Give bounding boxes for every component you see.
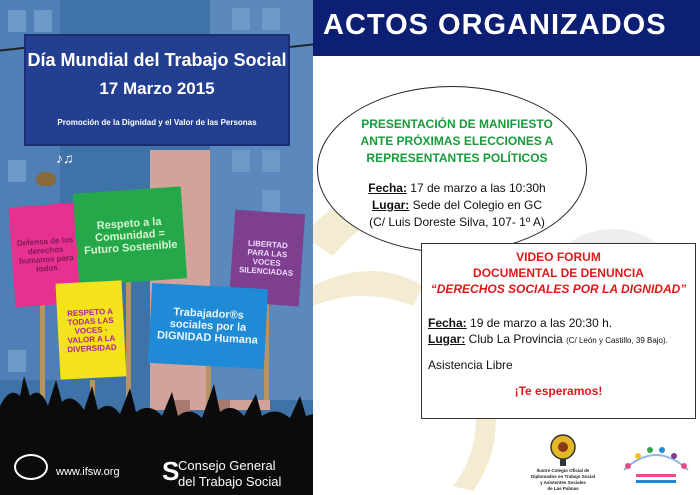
colegio-name-line3: y Asistentes Sociales bbox=[540, 480, 586, 485]
fecha-label: Fecha: bbox=[368, 181, 407, 195]
sign-text: LIBERTAD PARA LAS VOCES SILENCIADAS bbox=[238, 238, 294, 278]
crowd-silhouette bbox=[0, 366, 313, 446]
ifsw-url: www.ifsw.org bbox=[56, 466, 120, 478]
campaign-poster bbox=[0, 0, 313, 495]
event1-fecha bbox=[338, 181, 576, 195]
event2-esperamos: ¡Te esperamos! bbox=[514, 384, 603, 398]
page-title: ACTOS ORGANIZADOS bbox=[323, 9, 667, 41]
bird-icon bbox=[36, 172, 56, 186]
event1-address: (C/ Luis Doreste Silva, 107- 1º A) bbox=[369, 215, 545, 229]
colegio-name-line4: de Las Palmas bbox=[547, 486, 579, 491]
event2-heading-line1: VIDEO FORUM bbox=[516, 250, 601, 264]
event2-heading-line2: DOCUMENTAL DE DENUNCIA bbox=[473, 266, 644, 280]
protest-sign-dignidad bbox=[148, 283, 268, 369]
lugar-address: (C/ León y Castillo, 39 Bajo). bbox=[566, 336, 668, 345]
protest-sign-comunidad bbox=[73, 186, 187, 285]
header-bar bbox=[313, 0, 700, 56]
sign-text: RESPETO A TODAS LAS VOCES - VALOR A LA DIVERSIDAD bbox=[66, 306, 117, 354]
fecha-label: Fecha: bbox=[428, 316, 467, 330]
lugar-label: Lugar: bbox=[371, 198, 410, 212]
protest-sign-voces bbox=[56, 280, 127, 379]
banner-date: 17 Marzo 2015 bbox=[99, 79, 215, 98]
people-circle-logo-icon bbox=[618, 440, 694, 490]
event2-heading-line3: “DERECHOS SOCIALES POR LA DIGNIDAD” bbox=[430, 282, 687, 296]
lugar-value: Club La Provincia bbox=[465, 332, 567, 346]
colegio-logo bbox=[527, 433, 599, 493]
colegio-name-line1: Ilustre Colegio Oficial de bbox=[536, 468, 590, 473]
event1-heading-line3: REPRESENTANTES POLÍTICOS bbox=[366, 151, 548, 165]
event1-heading-line1: PRESENTACIÓN DE MANIFIESTO bbox=[361, 117, 553, 131]
sign-text: Defensa de los derechos humanos para todos bbox=[16, 235, 74, 274]
cgts-name-line1: Consejo General bbox=[178, 458, 276, 473]
event1-heading-line2: ANTE PRÓXIMAS ELECCIONES A bbox=[360, 134, 554, 148]
event-banner bbox=[24, 34, 290, 146]
music-notes-icon: ♪♫ bbox=[56, 150, 74, 166]
banner-title: Día Mundial del Trabajo Social bbox=[27, 50, 287, 70]
cgts-logo-icon: S bbox=[162, 456, 180, 486]
lugar-value: Sede del Colegio en GC bbox=[409, 198, 543, 212]
cgts-name-line2: del Trabajo Social bbox=[178, 474, 282, 489]
event2-fecha bbox=[428, 316, 612, 330]
colegio-emblem-icon bbox=[549, 433, 577, 467]
event1-lugar bbox=[338, 198, 576, 212]
fecha-value: 19 de marzo a las 20:30 h. bbox=[466, 316, 613, 330]
ifsw-globe-icon bbox=[14, 454, 48, 480]
fecha-value: 17 de marzo a las 10:30h bbox=[406, 181, 546, 195]
event2-lugar bbox=[428, 332, 668, 346]
sign-text: Respeto a la Comunidad = Futuro Sostenible bbox=[83, 215, 178, 258]
banner-subtitle: Promoción de la Dignidad y el Valor de las Personas bbox=[57, 118, 257, 127]
lugar-label: Lugar: bbox=[428, 332, 466, 346]
event-video-forum bbox=[421, 243, 696, 419]
event2-asistencia: Asistencia Libre bbox=[428, 358, 513, 372]
event-manifiesto bbox=[317, 86, 587, 253]
events-panel bbox=[313, 0, 700, 495]
sign-text: Trabajador®s sociales por la DIGNIDAD Humana bbox=[156, 306, 259, 347]
colegio-name-line2: Diplomados en Trabajo Social bbox=[530, 474, 595, 479]
